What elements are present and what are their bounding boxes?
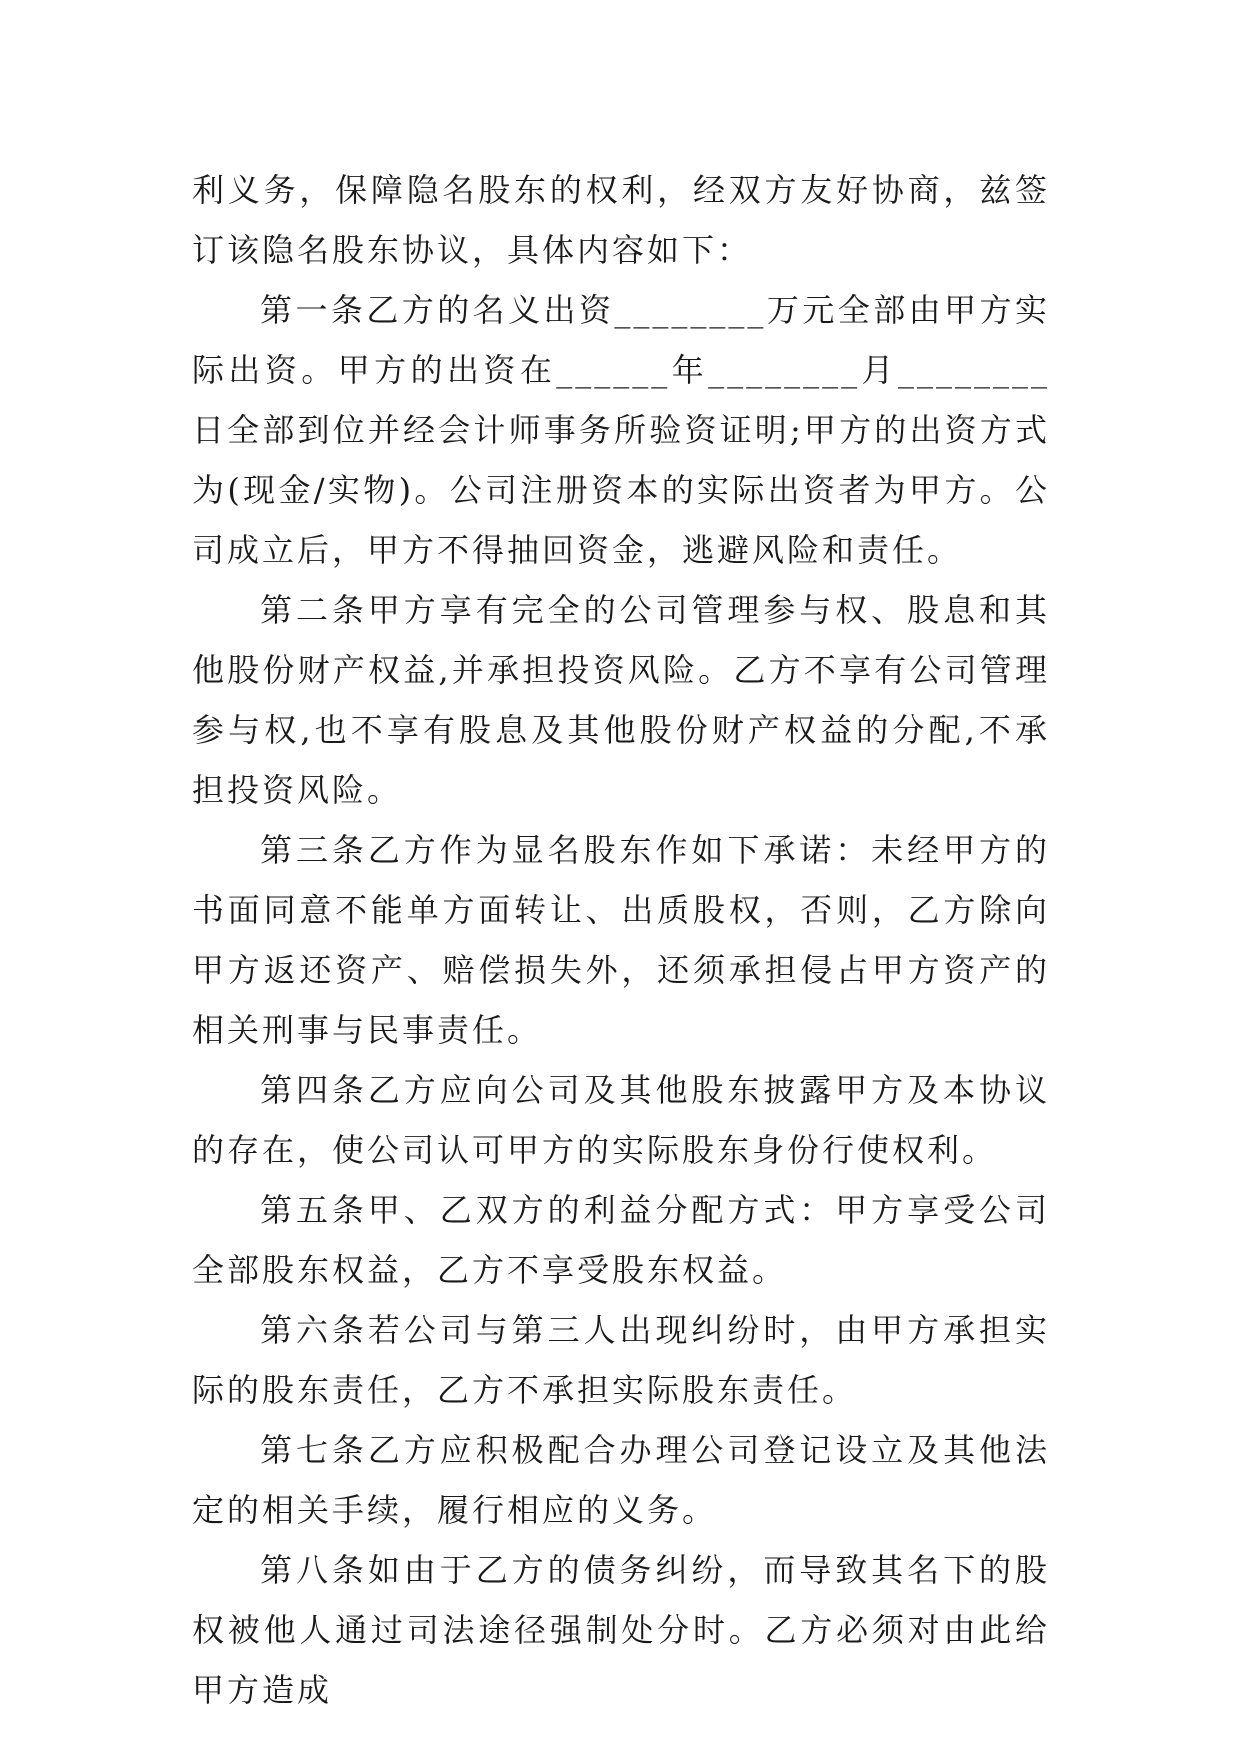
paragraph-article-2: 第二条甲方享有完全的公司管理参与权、股息和其他股份财产权益,并承担投资风险。乙方不享有公司管理参与权,也不享有股息及其他股份财产权益的分配,不承担投资风险。 bbox=[192, 591, 1050, 809]
paragraph-continuation: 利义务，保障隐名股东的权利，经双方友好协商，兹签订该隐名股东协议，具体内容如下： bbox=[192, 171, 1050, 269]
paragraph-article-3: 第三条乙方作为显名股东作如下承诺：未经甲方的书面同意不能单方面转让、出质股权，否则，乙方除向甲方返还资产、赔偿损失外，还须承担侵占甲方资产的相关刑事与民事责任。 bbox=[192, 831, 1050, 1049]
paragraph-article-5: 第五条甲、乙双方的利益分配方式：甲方享受公司全部股东权益，乙方不享受股东权益。 bbox=[192, 1191, 1050, 1289]
paragraph-article-4: 第四条乙方应向公司及其他股东披露甲方及本协议的存在，使公司认可甲方的实际股东身份行使权利。 bbox=[192, 1071, 1050, 1169]
paragraph-article-8: 第八条如由于乙方的债务纠纷，而导致其名下的股权被他人通过司法途径强制处分时。乙方必须对由此给甲方造成 bbox=[192, 1551, 1050, 1709]
document-body bbox=[192, 160, 1050, 1720]
paragraph-article-1: 第一条乙方的名义出资________万元全部由甲方实际出资。甲方的出资在______年________月________日全部到位并经会计师事务所验资证明;甲方的出资方式为(现金/实物)。公司注册资本的实际出资者为甲方。公司成立后，甲方不得抽回资金，逃避风险和责任。 bbox=[192, 291, 1050, 569]
paragraph-article-7: 第七条乙方应积极配合办理公司登记设立及其他法定的相关手续，履行相应的义务。 bbox=[192, 1431, 1050, 1529]
paragraph-article-6: 第六条若公司与第三人出现纠纷时，由甲方承担实际的股东责任，乙方不承担实际股东责任。 bbox=[192, 1311, 1050, 1409]
